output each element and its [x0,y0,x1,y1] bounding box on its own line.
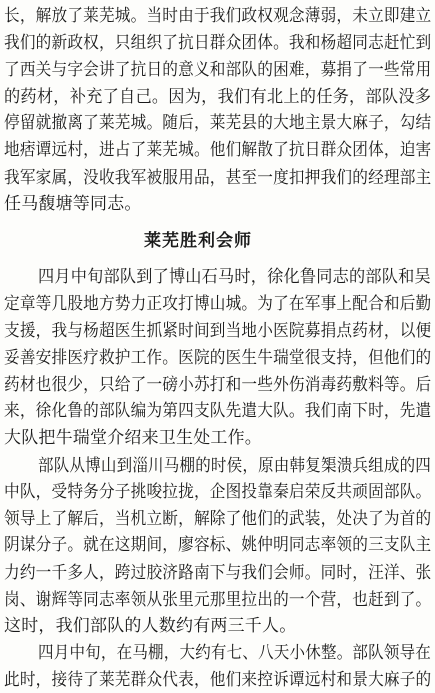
text-line: 岗、谢辉等同志率领从张里元那里拉出的一个营，也赶到了。 [4,590,432,610]
text-line: 我军家属，没收我军被服用品，甚至一度扣押我们的经理部主 [4,168,432,188]
section-heading: 莱芜胜利会师 [144,231,252,251]
text-line: 此时，接待了莱芜群众代表，他们来控诉谭远村和景大麻子的 [4,670,432,690]
text-line: 药材也很少，只给了一磅小苏打和一些外伤消毒药敷料等。后 [4,375,432,395]
text-line: 我们的新政权，只组织了抗日群众团体。我和杨超同志赶忙到 [4,33,432,53]
text-line: 四月中旬部队到了博山石马时，徐化鲁同志的部队和吴 [38,267,431,287]
text-line: 定章等几股地方势力正攻打博山城。为了在军事上配合和后勤 [4,294,432,314]
text-line: 地痞谭远村，进占了莱芜城。他们解散了抗日群众团体，迫害 [4,140,432,160]
text-line: 这时，我们部队的人数约有两三千人。 [4,616,297,636]
text-line: 来，徐化鲁的部队编为第四支队先遣大队。我们南下时，先遣 [4,401,432,421]
text-line: 中队，受特务分子挑唆拉拢，企图投靠秦启荣反共顽固部队。 [4,482,432,502]
text-line: 四月中旬，在马棚，大约有七、八天小休整。部队领导在 [38,643,432,663]
text-line: 领导上了解后，当机立断，解除了他们的武装，处决了为首的 [4,509,432,529]
text-line: 停留就撤离了莱芜城。随后，莱芜县的大地主景大麻子，勾结 [4,113,432,133]
text-line: 阴谋分子。就在这期间，廖容标、姚仲明同志率领的三支队主 [4,535,432,555]
text-line: 任马馥塘等同志。 [4,194,142,214]
text-line: 大队把牛瑞堂介绍来卫生处工作。 [4,428,262,448]
text-line: 的药材，补充了自己。因为，我们有北上的任务，部队没多 [4,87,432,107]
text-line: 长，解放了莱芜城。当时由于我们政权观念薄弱，未立即建立 [4,6,432,26]
text-line: 妥善安排医疗救护工作。医院的医生牛瑞堂很支持，但他们的 [4,348,432,368]
text-line: 部队从博山到淄川马棚的时侯，原由韩复榘溃兵组成的四 [38,456,432,476]
text-line: 支援，我与杨超医生抓紧时间到当地小医院募捐点药材，以便 [4,321,432,341]
text-line: 力约一千多人，跨过胶济路南下与我们会师。同时，汪洋、张 [4,563,432,583]
text-line: 了西关与字会讲了抗日的意义和部队的困难，募捐了一些常用 [4,60,432,80]
